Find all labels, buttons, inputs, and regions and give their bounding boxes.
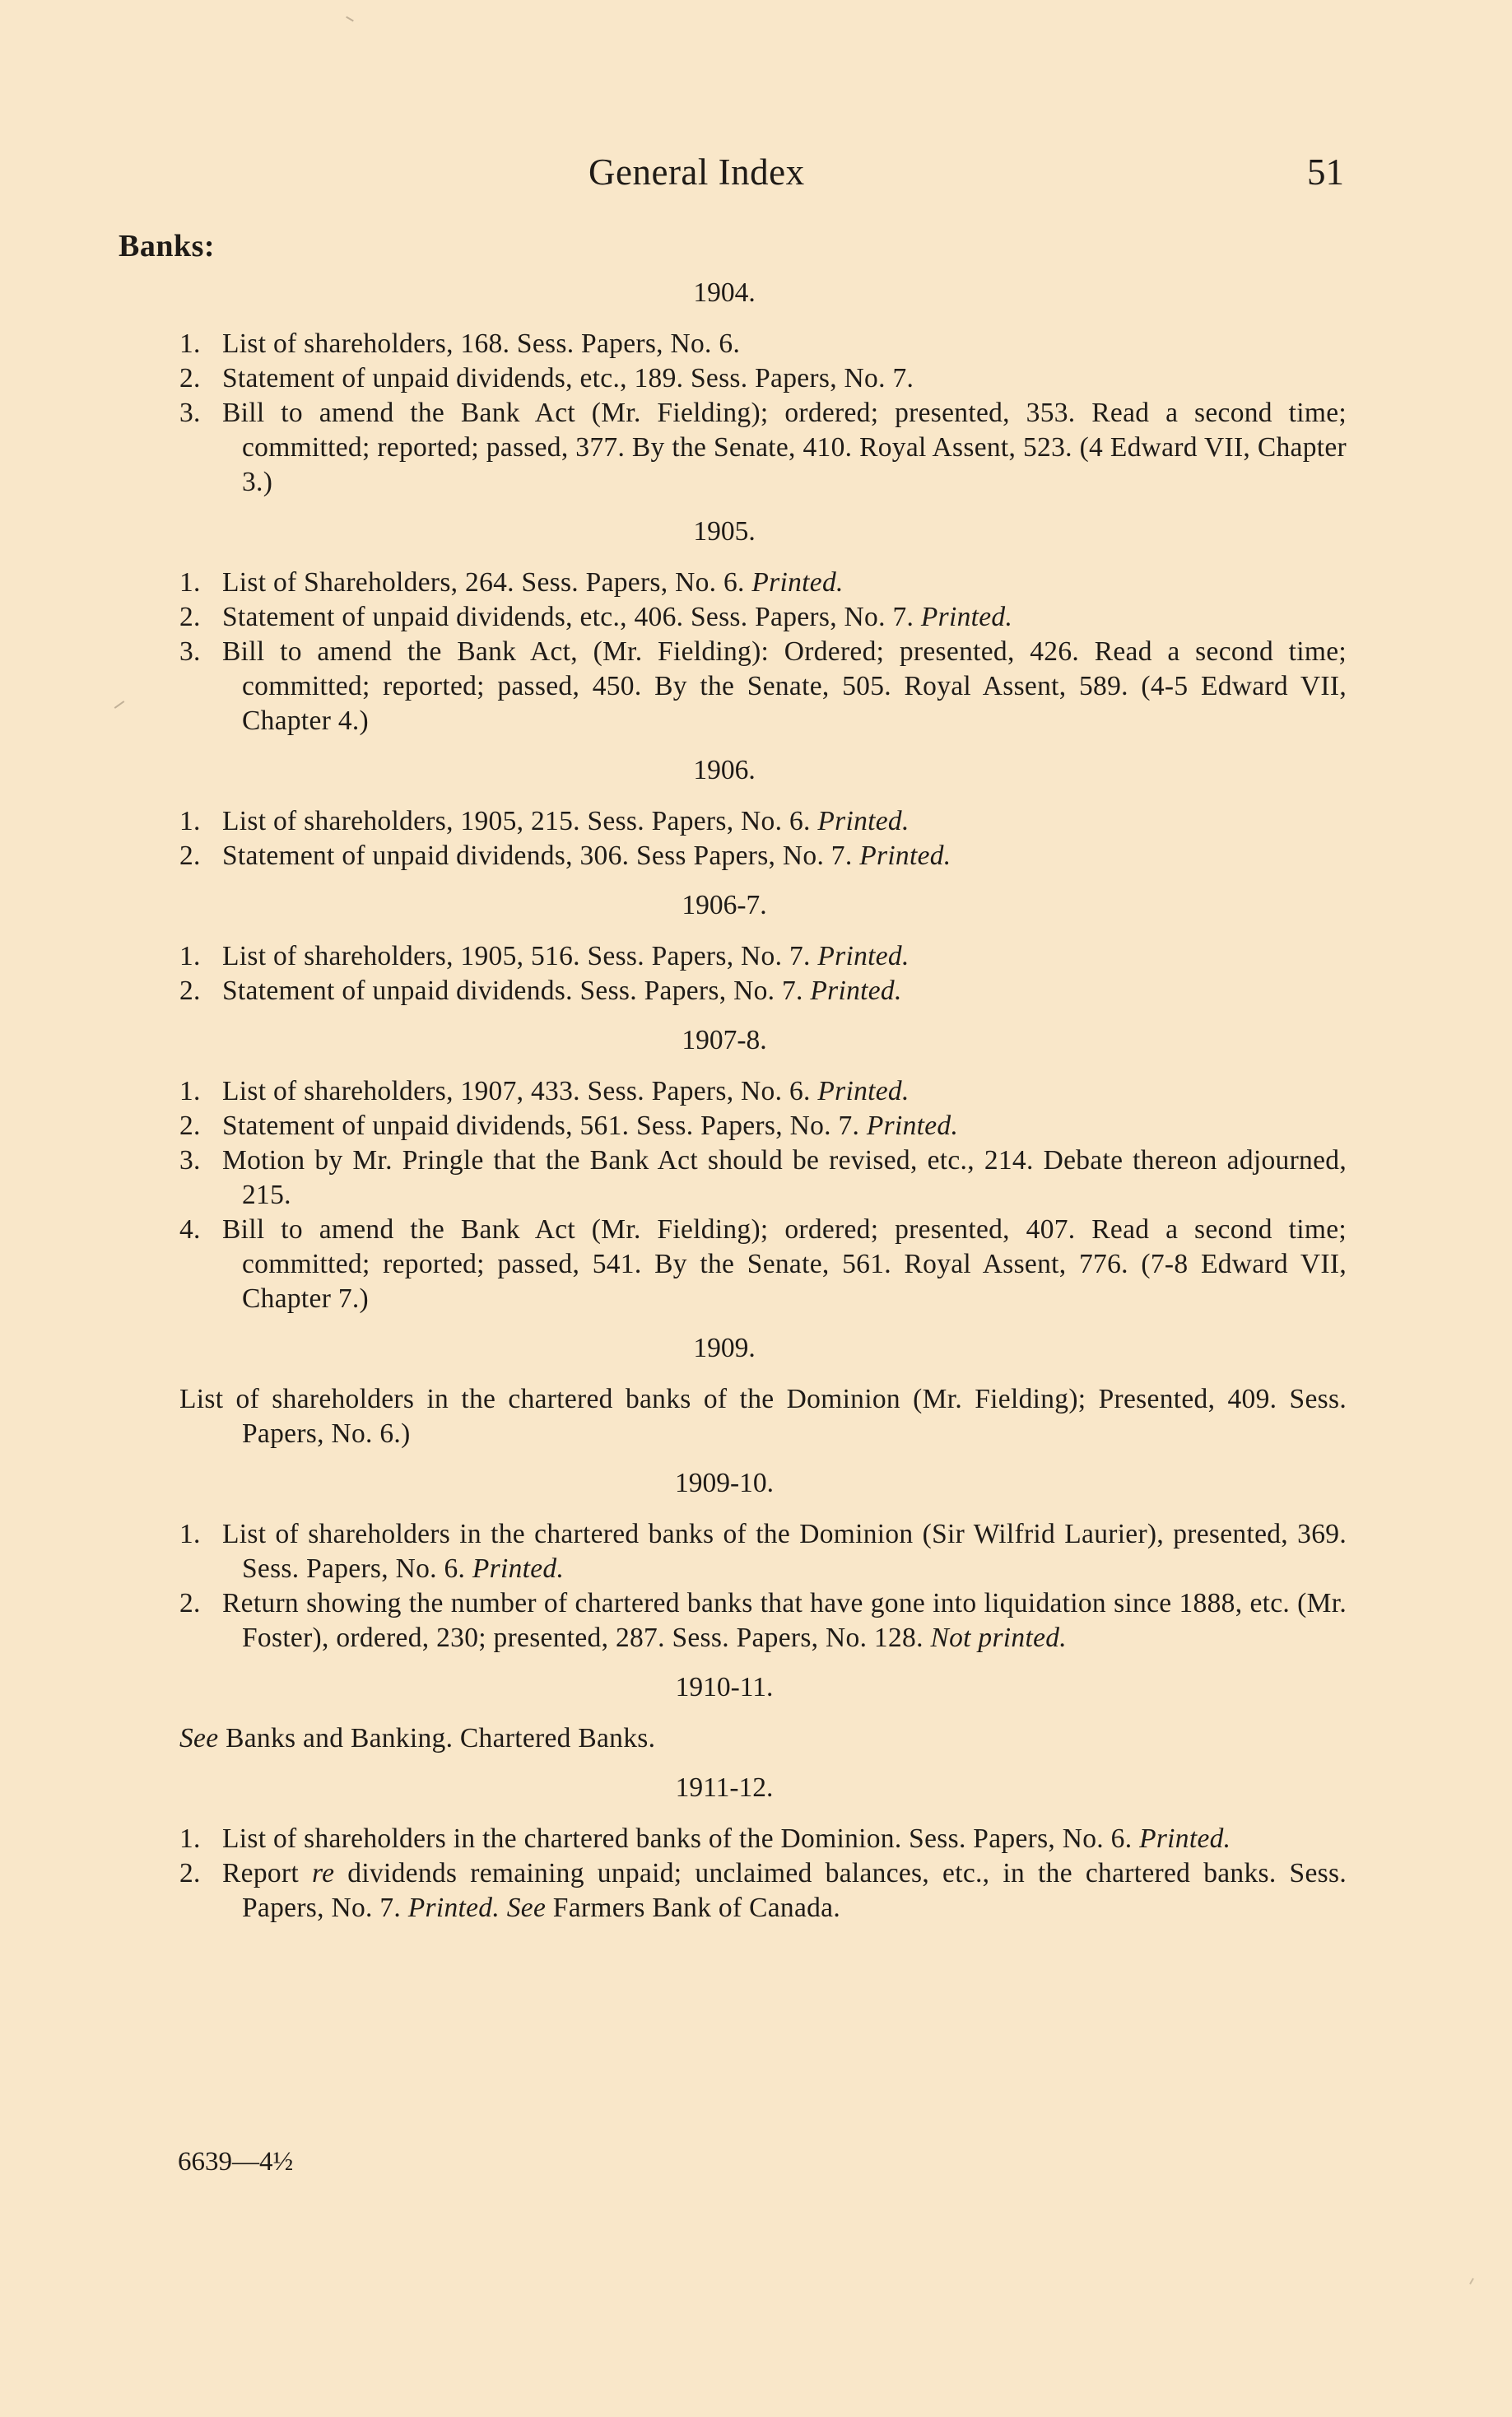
entry-status: Printed.: [817, 1076, 910, 1106]
year-heading: 1907-8.: [682, 1025, 767, 1055]
index-entry: [179, 839, 1347, 873]
index-entry: [179, 974, 1347, 1008]
entry-text: Bill to amend the Bank Act (Mr. Fielding); ordered; presented, 407. Read a second time; committed; reported; passed, 541. By the Senate, 561. Royal Assent, 776. (7-8 Edward VII, Chapter 7.): [222, 1214, 1347, 1314]
entry-text: List of Shareholders, 264. Sess. Papers, No. 6.: [222, 567, 745, 598]
entry-text: dividends remaining unpaid; unclaimed balances, etc., in the chartered banks. Sess. Papers, No. 7.: [242, 1858, 1347, 1923]
index-entry: [179, 1822, 1347, 1856]
entry-text: Motion by Mr. Pringle that the Bank Act should be revised, etc., 214. Debate thereon adjourned, 215.: [222, 1145, 1347, 1210]
entry-text: Statement of unpaid dividends, etc., 406. Sess. Papers, No. 7.: [222, 602, 914, 632]
entry-status: Printed.: [817, 941, 910, 971]
index-entry: [179, 1856, 1347, 1926]
entry-number: 1.: [179, 567, 201, 598]
entry-status: Printed.: [866, 1111, 959, 1141]
index-entry: [179, 635, 1347, 738]
entry-italic-text: re: [312, 1858, 335, 1888]
index-paragraph: List of shareholders in the chartered banks of the Dominion (Mr. Fielding); Presented, 409. Sess. Papers, No. 6.): [179, 1384, 1347, 1449]
entry-number: 3.: [179, 398, 201, 428]
entry-status: Printed.: [1139, 1823, 1231, 1854]
index-entry: [179, 1517, 1347, 1586]
index-content: [0, 276, 1512, 1926]
entry-text: Farmers Bank of Canada.: [546, 1893, 841, 1923]
section-heading: Banks:: [119, 229, 216, 263]
year-heading: 1906.: [693, 755, 756, 785]
entry-text: [500, 1893, 507, 1923]
entry-text: List of shareholders, 168. Sess. Papers, No. 6.: [222, 328, 741, 359]
entry-number: 2.: [179, 363, 201, 394]
entry-number: 2.: [179, 841, 201, 871]
index-entry: [179, 1109, 1347, 1143]
entry-number: 2.: [179, 1111, 201, 1141]
running-title: General Index: [589, 151, 805, 193]
entry-status: Printed.: [751, 567, 844, 598]
entry-text: Statement of unpaid dividends. Sess. Papers, No. 7.: [222, 976, 803, 1006]
index-entry: [179, 566, 1347, 600]
entry-text: Report: [222, 1858, 312, 1888]
index-entry: [179, 396, 1347, 500]
year-heading: 1909.: [693, 1333, 756, 1363]
entry-status: Printed.: [810, 976, 902, 1006]
year-heading: 1906-7.: [682, 890, 767, 920]
entry-number: 1.: [179, 941, 201, 971]
year-heading: 1904.: [693, 277, 756, 308]
entry-text: List of shareholders in the chartered banks of the Dominion (Sir Wilfrid Laurier), presented, 369. Sess. Papers, No. 6.: [222, 1519, 1347, 1584]
entry-text: Statement of unpaid dividends, etc., 189. Sess. Papers, No. 7.: [222, 363, 914, 394]
see-target: Banks and Banking. Chartered Banks.: [226, 1723, 656, 1753]
entry-text: Bill to amend the Bank Act, (Mr. Fielding): Ordered; presented, 426. Read a second time; committed; reported; passed, 450. By the Senate, 505. Royal Assent, 589. (4-5 Edward VII, Chapter 4.): [222, 636, 1347, 736]
index-entry: [179, 804, 1347, 839]
entry-number: 1.: [179, 1519, 201, 1549]
entry-number: 1.: [179, 806, 201, 836]
entry-number: 1.: [179, 328, 201, 359]
entry-number: 1.: [179, 1076, 201, 1106]
printer-signature: 6639—4½: [178, 2147, 294, 2177]
entry-italic-text: Printed.: [407, 1893, 500, 1923]
entry-number: 4.: [179, 1214, 201, 1245]
entry-text: List of shareholders, 1905, 215. Sess. Papers, No. 6.: [222, 806, 811, 836]
entry-text: Return showing the number of chartered banks that have gone into liquidation since 1888, etc. (Mr. Foster), ordered, 230; presented, 287. Sess. Papers, No. 128.: [222, 1588, 1347, 1653]
entry-number: 2.: [179, 602, 201, 632]
year-heading: 1910-11.: [675, 1672, 774, 1702]
entry-text: List of shareholders, 1905, 516. Sess. Papers, No. 7.: [222, 941, 811, 971]
entry-status: Printed.: [472, 1553, 565, 1584]
index-entry: [179, 1213, 1347, 1316]
entry-text: Statement of unpaid dividends, 561. Sess. Papers, No. 7.: [222, 1111, 860, 1141]
entry-text: Bill to amend the Bank Act (Mr. Fielding); ordered; presented, 353. Read a second time; committed; reported; passed, 377. By the Senate, 410. Royal Assent, 523. (4 Edward VII, Chapter 3.): [222, 398, 1347, 497]
index-entry: [179, 939, 1347, 974]
index-entry: [179, 600, 1347, 635]
entry-number: 2.: [179, 1858, 201, 1888]
index-entry: [179, 1074, 1347, 1109]
year-heading: 1909-10.: [674, 1468, 775, 1498]
year-heading: 1905.: [693, 516, 756, 547]
entry-status: Printed.: [817, 806, 910, 836]
year-heading: 1911-12.: [675, 1772, 774, 1803]
index-entry: [179, 1586, 1347, 1656]
entry-number: 3.: [179, 1145, 201, 1176]
index-entry: [179, 327, 1347, 361]
entry-status: Not printed.: [930, 1623, 1067, 1653]
entry-text: List of shareholders in the chartered banks of the Dominion. Sess. Papers, No. 6.: [222, 1823, 1133, 1854]
running-head: [0, 151, 1512, 200]
entry-status: Printed.: [859, 841, 951, 871]
see-reference: [179, 1721, 1512, 1756]
entry-number: 3.: [179, 636, 201, 667]
see-word: See: [179, 1723, 219, 1753]
entry-italic-text: See: [506, 1893, 547, 1923]
entry-status: Printed.: [920, 602, 1013, 632]
entry-number: 2.: [179, 1588, 201, 1618]
entry-text: Statement of unpaid dividends, 306. Sess Papers, No. 7.: [222, 841, 853, 871]
entry-number: 1.: [179, 1823, 201, 1854]
entry-number: 2.: [179, 976, 201, 1006]
scan-mark: [1469, 2278, 1474, 2284]
entry-text: List of shareholders, 1907, 433. Sess. Papers, No. 6.: [222, 1076, 811, 1106]
index-entry: [179, 1143, 1347, 1213]
scan-mark: [346, 16, 354, 22]
index-entry: [179, 361, 1347, 396]
page-number: 51: [1307, 151, 1344, 193]
